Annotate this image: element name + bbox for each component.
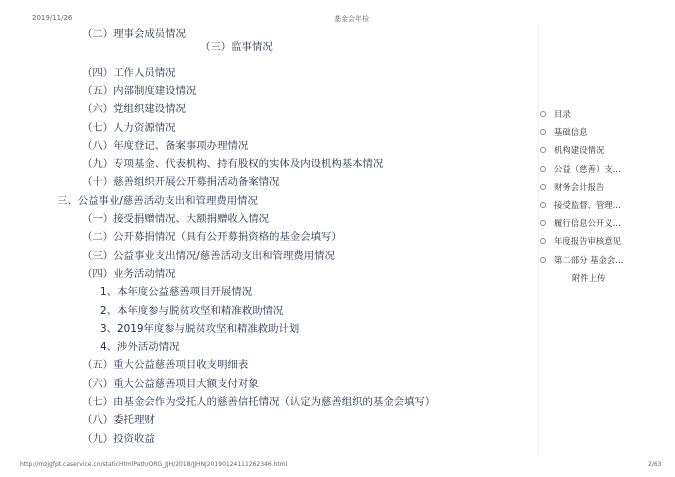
sidebar-item-label: 第二部分 基金会...	[554, 254, 624, 265]
toc-link[interactable]: （六）重大公益慈善项目大额支付对象	[82, 377, 259, 390]
toc-link[interactable]: （二）公开募捐情况（具有公开募捐资格的基金会填写）	[82, 231, 342, 244]
sidebar-item[interactable]	[540, 108, 571, 120]
sidebar-item-label: 接受监督、管理...	[554, 200, 621, 210]
sidebar-item[interactable]	[540, 126, 588, 138]
sidebar-item[interactable]	[540, 217, 621, 229]
toc-link[interactable]: 4、涉外活动情况	[100, 341, 180, 354]
bullet-circle-icon	[540, 238, 546, 244]
toc-link[interactable]: （二）理事会成员情况	[82, 28, 186, 40]
toc-link[interactable]: （一）接受捐赠情况、大额捐赠收入情况	[82, 213, 270, 225]
toc-link[interactable]: 3、2019年度参与脱贫攻坚和精准救助计划	[100, 322, 300, 335]
toc-link[interactable]: 1、本年度公益慈善项目开展情况	[100, 286, 253, 299]
toc-link[interactable]: （三）公益事业支出情况/慈善活动支出和管理费用情况	[82, 249, 335, 262]
sidebar-item[interactable]	[540, 163, 621, 175]
toc-link[interactable]: （八）年度登记、备案事项办理情况	[82, 139, 249, 152]
toc-link[interactable]: （三）监事情况	[200, 41, 273, 53]
sidebar-item-label: 机构建设情况	[554, 145, 605, 156]
toc-link[interactable]: （七）由基金会作为受托人的慈善信托情况（认定为慈善组织的基金会填写）	[82, 396, 436, 408]
toc-link[interactable]: （九）投资收益	[82, 432, 155, 445]
attachment-upload-link[interactable]: 附件上传	[572, 272, 606, 283]
toc-link[interactable]: （五）内部制度建设情况	[82, 84, 197, 97]
bullet-circle-icon	[540, 129, 546, 135]
toc-link[interactable]: 三、公益事业/慈善活动支出和管理费用情况	[57, 194, 258, 207]
bullet-circle-icon	[540, 184, 546, 190]
toc-link[interactable]: （十）慈善组织开展公开募捐活动备案情况	[82, 176, 280, 189]
sidebar-item-label: 目录	[554, 109, 571, 119]
header-title: 基金会年检	[334, 15, 369, 23]
bullet-circle-icon	[540, 147, 546, 153]
toc-link[interactable]: （七）人力资源情况	[82, 121, 176, 134]
sidebar-item-label: 公益（慈善）支...	[554, 163, 621, 174]
bullet-circle-icon	[540, 166, 546, 172]
toc-link[interactable]: （六）党组织建设情况	[82, 103, 186, 116]
bullet-circle-icon	[540, 111, 546, 117]
sidebar-item-label: 财务会计报告	[554, 181, 605, 192]
page-number: 2/63	[648, 461, 662, 468]
sidebar-item-label: 履行信息公开义...	[554, 218, 621, 229]
toc-link[interactable]: （八）委托理财	[82, 414, 155, 427]
toc-link[interactable]: （四）工作人员情况	[82, 66, 176, 79]
sidebar-item[interactable]	[540, 144, 604, 156]
sidebar-item[interactable]	[540, 254, 623, 266]
content-divider	[538, 24, 539, 454]
sidebar-item[interactable]	[540, 235, 621, 247]
bullet-circle-icon	[540, 257, 546, 263]
toc-link[interactable]: （五）重大公益慈善项目收支明细表	[82, 359, 249, 372]
footer-url: http://mzjgfpt.caservice.cn/staticHtmlPath/ORG_JJH/2018/JJHNJ20190124111262346.html	[20, 461, 288, 468]
bullet-circle-icon	[540, 202, 546, 208]
toc-link[interactable]: （九）专项基金、代表机构、持有股权的实体及内设机构基本情况	[82, 158, 384, 171]
sidebar-item-label: 年度报告审核意见	[554, 236, 621, 247]
toc-link[interactable]: 2、本年度参与脱贫攻坚和精准救助情况	[100, 304, 284, 317]
sidebar-item[interactable]	[540, 181, 604, 193]
sidebar-item-label: 基础信息	[554, 127, 588, 138]
toc-link[interactable]: （四）业务活动情况	[82, 267, 176, 280]
header-date: 2019/11/26	[32, 14, 73, 22]
bullet-circle-icon	[540, 220, 546, 226]
sidebar-item[interactable]	[540, 199, 621, 211]
